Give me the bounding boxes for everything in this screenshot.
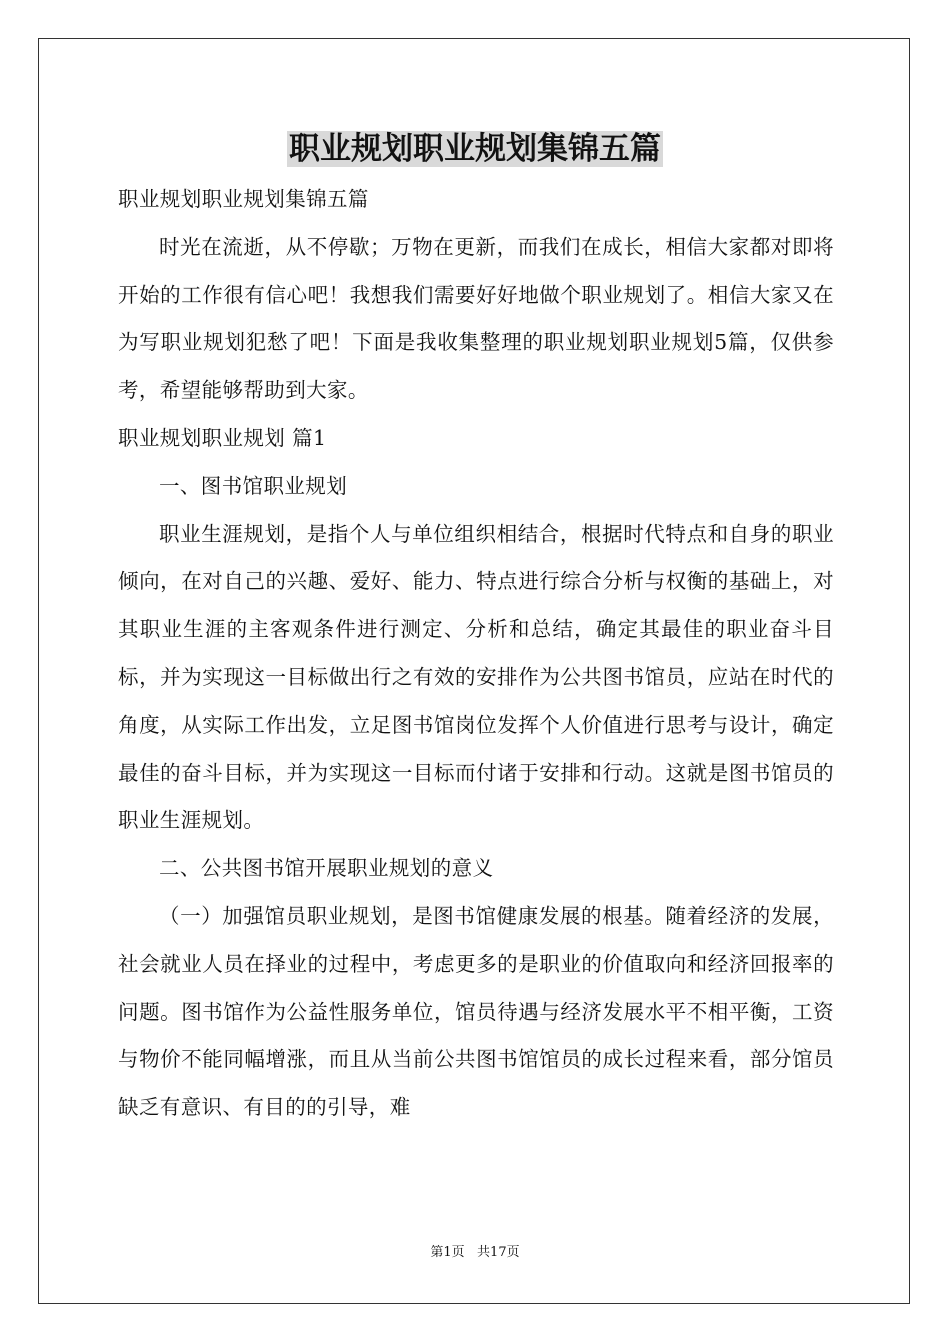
section-heading: 职业规划职业规划 篇1 xyxy=(118,425,327,450)
paragraph-intro: 时光在流逝，从不停歇；万物在更新，而我们在成长，相信大家都对即将开始的工作很有信心吧！我想我们需要好好地做个职业规划了。相信大家又在为写职业规划犯愁了吧！下面是我收集整理的职业规划职业规划5篇，仅供参考，希望能够帮助到大家。 xyxy=(118,234,834,403)
document-title-text: 职业规划职业规划集锦五篇 xyxy=(289,131,661,167)
paragraph-subtitle: 职业规划职业规划集锦五篇 xyxy=(118,187,369,211)
paragraph-career-definition: 职业生涯规划，是指个人与单位组织相结合，根据时代特点和自身的职业倾向，在对自己的兴趣、爱好、能力、特点进行综合分析与权衡的基础上，对其职业生涯的主客观条件进行测定、分析和总结，确定其最佳的职业奋斗目标，并为实现这一目标做出行之有效的安排作为公共图书馆员，应站在时代的角度，从实际工作出发，立足图书馆岗位发挥个人价值进行思考与设计，确定最佳的奋斗目标，并为实现这一目标而付诸于安排和行动。这就是图书馆员的职业生涯规划。 xyxy=(118,521,834,833)
page-footer: 第1页 共17页 xyxy=(430,1245,520,1260)
subheading-significance: 二、公共图书馆开展职业规划的意义 xyxy=(159,856,494,881)
paragraph-significance-1: （一）加强馆员职业规划，是图书馆健康发展的根基。随着经济的发展，社会就业人员在择业的过程中，考虑更多的是职业的价值取向和经济回报率的问题。图书馆作为公益性服务单位，馆员待遇与经济发展水平不相平衡，工资与物价不能同幅增涨，而且从当前公共图书馆馆员的成长过程来看，部分馆员缺乏有意识、有目的的引导，难 xyxy=(118,903,834,1120)
document-body xyxy=(118,176,834,1132)
subheading-library-career-plan: 一、图书馆职业规划 xyxy=(159,473,348,498)
document-title xyxy=(0,126,950,172)
